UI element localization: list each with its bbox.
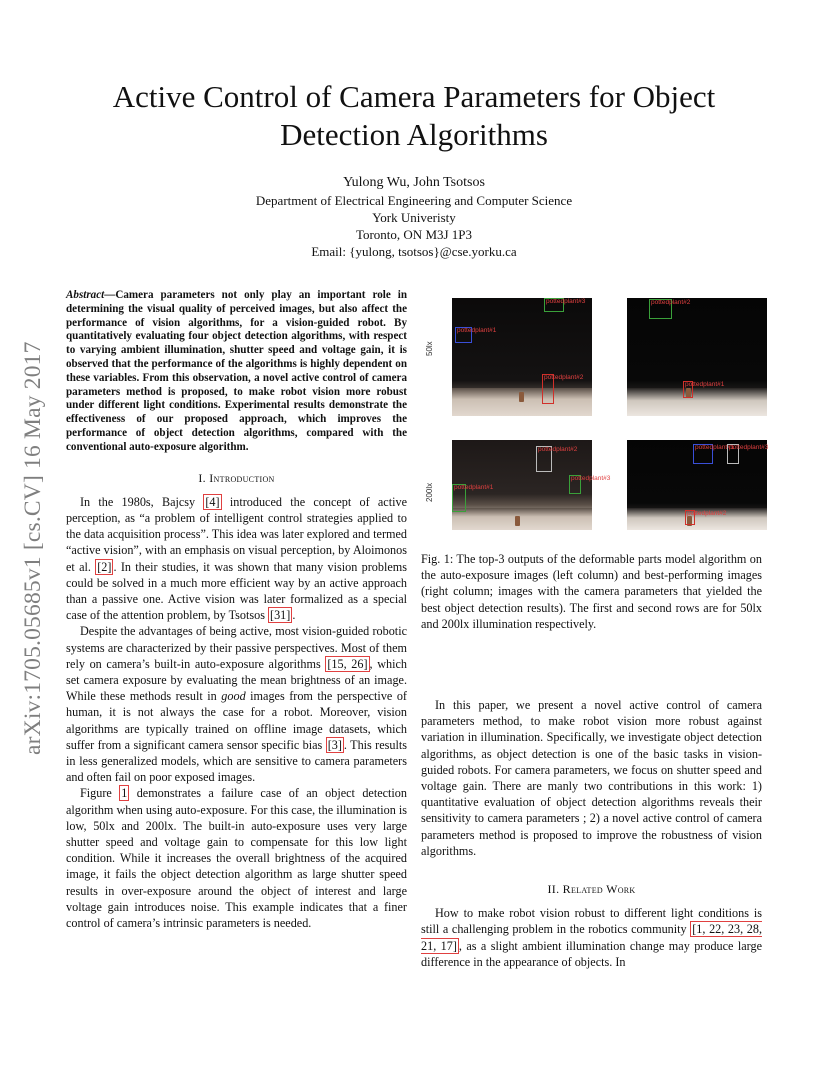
row-label-50lx: 50lx <box>425 341 434 356</box>
abstract-lead: Abstract <box>66 289 105 301</box>
detection-box: pottedplant#2 <box>649 299 672 319</box>
detection-box: pottedplant#3 <box>727 444 739 464</box>
detection-box: pottedplant#2 <box>685 510 695 525</box>
paper-title <box>60 78 768 154</box>
citation-link[interactable]: [15, 26] <box>327 656 368 671</box>
image-50lx-best <box>627 298 767 416</box>
arxiv-identifier: arXiv:1705.05685v1 [cs.CV] 16 May 2017 <box>20 341 46 755</box>
citation-link[interactable]: [3] <box>327 737 342 752</box>
intro-paragraph-3: Figure 1 demonstrates a failure case of an object detection algorithm when using auto-exposure. For this case, the illumination is low, 50lx and 200lx. The built-in auto-exposure uses very large shutter speed and voltage gain to compensate for this low light condition. While it increases the overall brightness of the acquired image, it fails the object detection algorithm as large shutter speed results in over-exposure around the object of interest and large voltage gain introduces noise. This example indicates that a finer control of camera’s intrinsic parameters is needed. <box>66 786 407 931</box>
author-department: Department of Electrical Engineering and Computer Science <box>255 193 573 208</box>
author-city: Toronto, ON M3J 1P3 <box>355 227 473 242</box>
right-paragraph-1: In this paper, we present a novel active control of camera parameters method, to make robot vision more robust against variation in illumination. Specifically, we investigate object detection algorithms, as object detection is one of the basic tasks in vision-guided robots. For camera parameters, we focus on shutter speed and voltage gain. There are manly two contributions in this work: 1) quantitative evaluation of object detection algorithms reveals their sensitivity to camera parameters ; 2) a novel active control of camera parameters method is proposed to improve the robustness of vision algorithms. <box>421 698 762 858</box>
figure-caption: Fig. 1: The top-3 outputs of the deformable parts model algorithm on the auto-exposure images (left column) and best-performing images (right column; images with the camera parameters that yielded the best object detection results). The first and second rows are for 50lx and 200lx illumination respectively. <box>421 552 762 631</box>
citation-link[interactable]: [2] <box>97 559 112 574</box>
detection-box: pottedplant#1 <box>452 484 466 512</box>
detection-box: pottedplant#1 <box>683 381 693 398</box>
title-line-2: Detection Algorithms <box>280 117 548 152</box>
row-label-200lx: 200lx <box>425 482 434 502</box>
citation-link[interactable]: [1, 22, 23, 28, 21, 17] <box>421 922 762 953</box>
detection-box: pottedplant#3 <box>544 298 564 312</box>
image-50lx-auto-exposure <box>452 298 592 416</box>
abstract <box>66 289 407 455</box>
author-names: Yulong Wu, John Tsotsos <box>343 175 485 190</box>
left-column <box>66 289 407 931</box>
section-heading-introduction: I. Introduction <box>198 470 275 485</box>
figure-1 <box>421 290 769 530</box>
image-200lx-best <box>627 440 767 530</box>
detection-box: pottedplant#3 <box>569 475 581 494</box>
image-200lx-auto-exposure <box>452 440 611 530</box>
detection-box: pottedplant#1 <box>455 327 472 343</box>
author-email: Email: {yulong, tsotsos}@cse.yorku.ca <box>311 244 517 259</box>
intro-paragraph-1: In the 1980s, Bajcsy [4] introduced the concept of active perception, as “a problem of intelligent control strategies applied to the data acquisition process”. This idea was later explored and termed “active vision”, with an emphasis on visual perception, by Aloimonos et al. [2] . In their studies, it was shown that many vision problems could be solved in a much more efficient way by an active approach than a passive one. Active vision was later formalized as a special case of the attention problem, by Tsotsos [31] . <box>66 494 407 623</box>
title-line-1: Active Control of Camera Parameters for Object <box>112 79 716 114</box>
abstract-body: —Camera parameters not only play an important role in determining the visual quality of perceived images, but also affect the performance of vision algorithms, for a vision-guided robot. By quantitatively evaluating four object detection algorithms, with respect to varying ambient illumination, shutter speed and voltage gain, it is observed that the performance of the algorithms is highly dependent on these variables. From this observation, a novel active control of camera parameters method is proposed, to make robot vision more robust under different light conditions. Experimental results demonstrate the effectiveness of our proposed approach, which improves the performance of object detection algorithms, compared with the conventional auto-exposure algorithm. <box>66 289 407 453</box>
author-block <box>160 174 668 260</box>
figure-reference-link[interactable]: 1 <box>121 786 128 801</box>
detection-box: pottedplant#1 <box>693 444 713 464</box>
citation-link[interactable]: [31] <box>270 608 291 623</box>
citation-link[interactable]: [4] <box>205 494 220 509</box>
detection-box: pottedplant#2 <box>542 374 554 404</box>
detection-box: pottedplant#2 <box>536 446 552 472</box>
section-heading-related-work: II. Related Work <box>547 882 636 897</box>
related-paragraph-1: How to make robot vision robust to different light conditions is still a challenging problem in the robotics community [1, 22, 23, 28, 21, 17] , as a slight ambient illumination change may produce large difference in the appearance of objects. In <box>421 906 762 969</box>
author-university: York Univeristy <box>372 210 456 225</box>
right-column <box>421 697 762 970</box>
intro-paragraph-2: Despite the advantages of being active, most vision-guided robotic systems are characterized by their passive perspectives. Most of them rely on camera’s built-in auto-exposure algorithms [15, 26] , which set camera exposure by evaluating the mean brightness of an image. While these methods result in good images from the perspective of human, it is not always the case for a robot. Moreover, vision algorithms are typically trained on offline image datasets, which suffer from a significant camera sensor specific bias [3] . This results in less generalized models, which are sensitive to camera parameters and often fail on poor exposed images. <box>66 624 407 785</box>
